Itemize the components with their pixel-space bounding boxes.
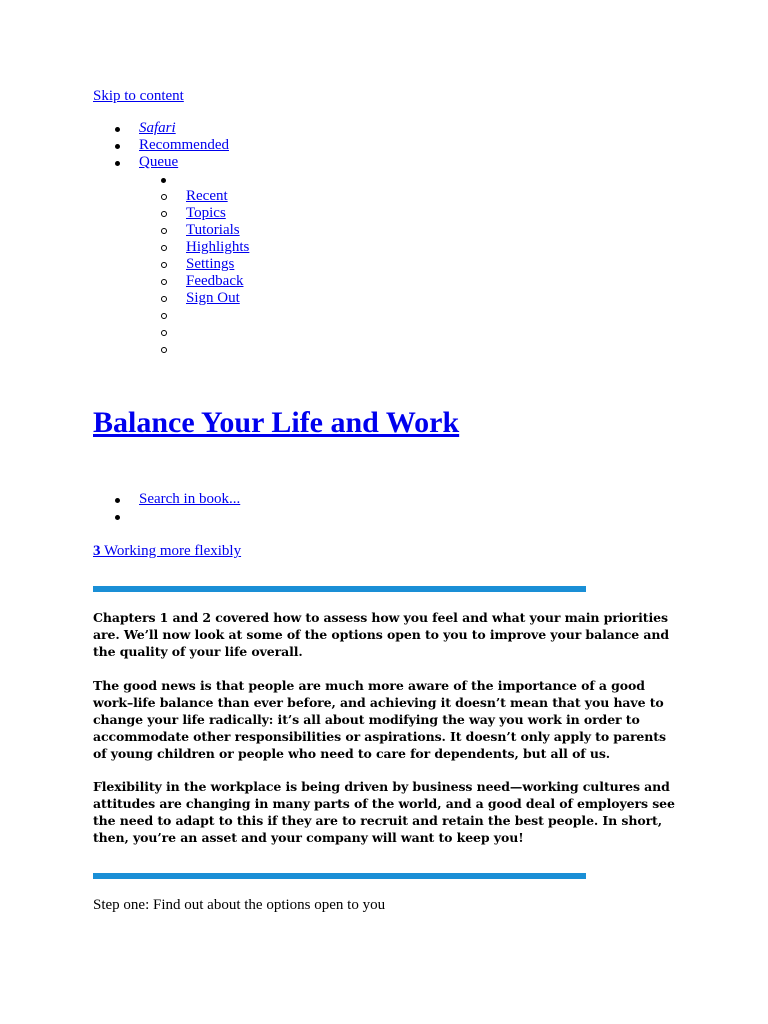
sub-nav-item-recent [93, 188, 249, 205]
circle-bullet-icon [161, 194, 167, 200]
sub-nav [93, 171, 249, 358]
bullet-icon [115, 515, 120, 520]
nav-link-queue[interactable]: Queue [139, 154, 179, 170]
chapter-link[interactable] [93, 542, 241, 560]
body-paragraph: Chapters 1 and 2 covered how to assess how you feel and what your main priorities are. We’ll now look at some of the options open to you to improve your balance and the quality of your life overall. [93, 610, 669, 659]
bullet-icon [115, 161, 120, 166]
sub-nav-link-settings[interactable]: Settings [186, 256, 235, 272]
book-title [93, 405, 459, 441]
sub-nav-item-feedback [93, 273, 249, 290]
circle-bullet-icon [161, 228, 167, 234]
step-heading: Step one: Find out about the options open to you [93, 897, 386, 913]
search-in-book-item [93, 491, 240, 508]
book-tools [93, 491, 240, 525]
bullet-icon [115, 144, 120, 149]
circle-bullet-icon [161, 313, 167, 319]
book-tools-empty-item [93, 508, 240, 525]
nav-link-safari[interactable]: Safari [139, 120, 176, 136]
main-nav [93, 120, 229, 171]
section-divider [93, 586, 586, 592]
circle-bullet-icon [161, 211, 167, 217]
sub-nav-item-empty [93, 324, 249, 341]
sub-nav-link-tutorials[interactable]: Tutorials [186, 222, 240, 238]
sub-nav-item-topics [93, 205, 249, 222]
sub-nav-item-empty [93, 341, 249, 358]
body-paragraph: Flexibility in the workplace is being driven by business need—working cultures and attitudes are changing in many parts of the world, and a good deal of employers see the need to adapt to this if they are to recruit and retain the best people. In short, then, you’re an asset and your company will want to keep you! [93, 779, 675, 845]
nav-item-queue [93, 154, 229, 171]
sub-nav-item-empty [93, 307, 249, 324]
circle-bullet-icon [161, 279, 167, 285]
book-title-link[interactable]: Balance Your Life and Work [93, 406, 460, 439]
skip-to-content-link[interactable]: Skip to content [93, 88, 184, 104]
sub-nav-item-empty [93, 171, 249, 188]
circle-bullet-icon [161, 347, 167, 353]
sub-nav-link-sign-out[interactable]: Sign Out [186, 290, 240, 306]
nav-item-recommended [93, 137, 229, 154]
sub-nav-link-topics[interactable]: Topics [186, 205, 226, 221]
sub-nav-item-tutorials [93, 222, 249, 239]
bullet-icon [115, 127, 120, 132]
section-divider [93, 873, 586, 879]
bullet-icon [161, 178, 166, 183]
chapter-number: 3 [93, 543, 101, 559]
search-in-book-link[interactable]: Search in book... [139, 491, 241, 507]
sub-nav-item-sign-out [93, 290, 249, 307]
sub-nav-link-highlights[interactable]: Highlights [186, 239, 250, 255]
circle-bullet-icon [161, 330, 167, 336]
sub-nav-link-feedback[interactable]: Feedback [186, 273, 244, 289]
body-paragraph: The good news is that people are much more aware of the importance of a good work–life balance than ever before, and achieving it doesn’t mean that you have to change your life radically: it’s all about modifying the way you work in order to accommodate other responsibilities or aspirations. It doesn’t only apply to parents of young children or people who need to care for dependents, but all of us. [93, 678, 666, 761]
sub-nav-item-highlights [93, 239, 249, 256]
bullet-icon [115, 498, 120, 503]
chapter-label: Working more flexibly [100, 543, 242, 559]
circle-bullet-icon [161, 296, 167, 302]
circle-bullet-icon [161, 245, 167, 251]
nav-item-safari [93, 120, 229, 137]
circle-bullet-icon [161, 262, 167, 268]
nav-link-recommended[interactable]: Recommended [139, 137, 229, 153]
sub-nav-link-recent[interactable]: Recent [186, 188, 228, 204]
sub-nav-item-settings [93, 256, 249, 273]
